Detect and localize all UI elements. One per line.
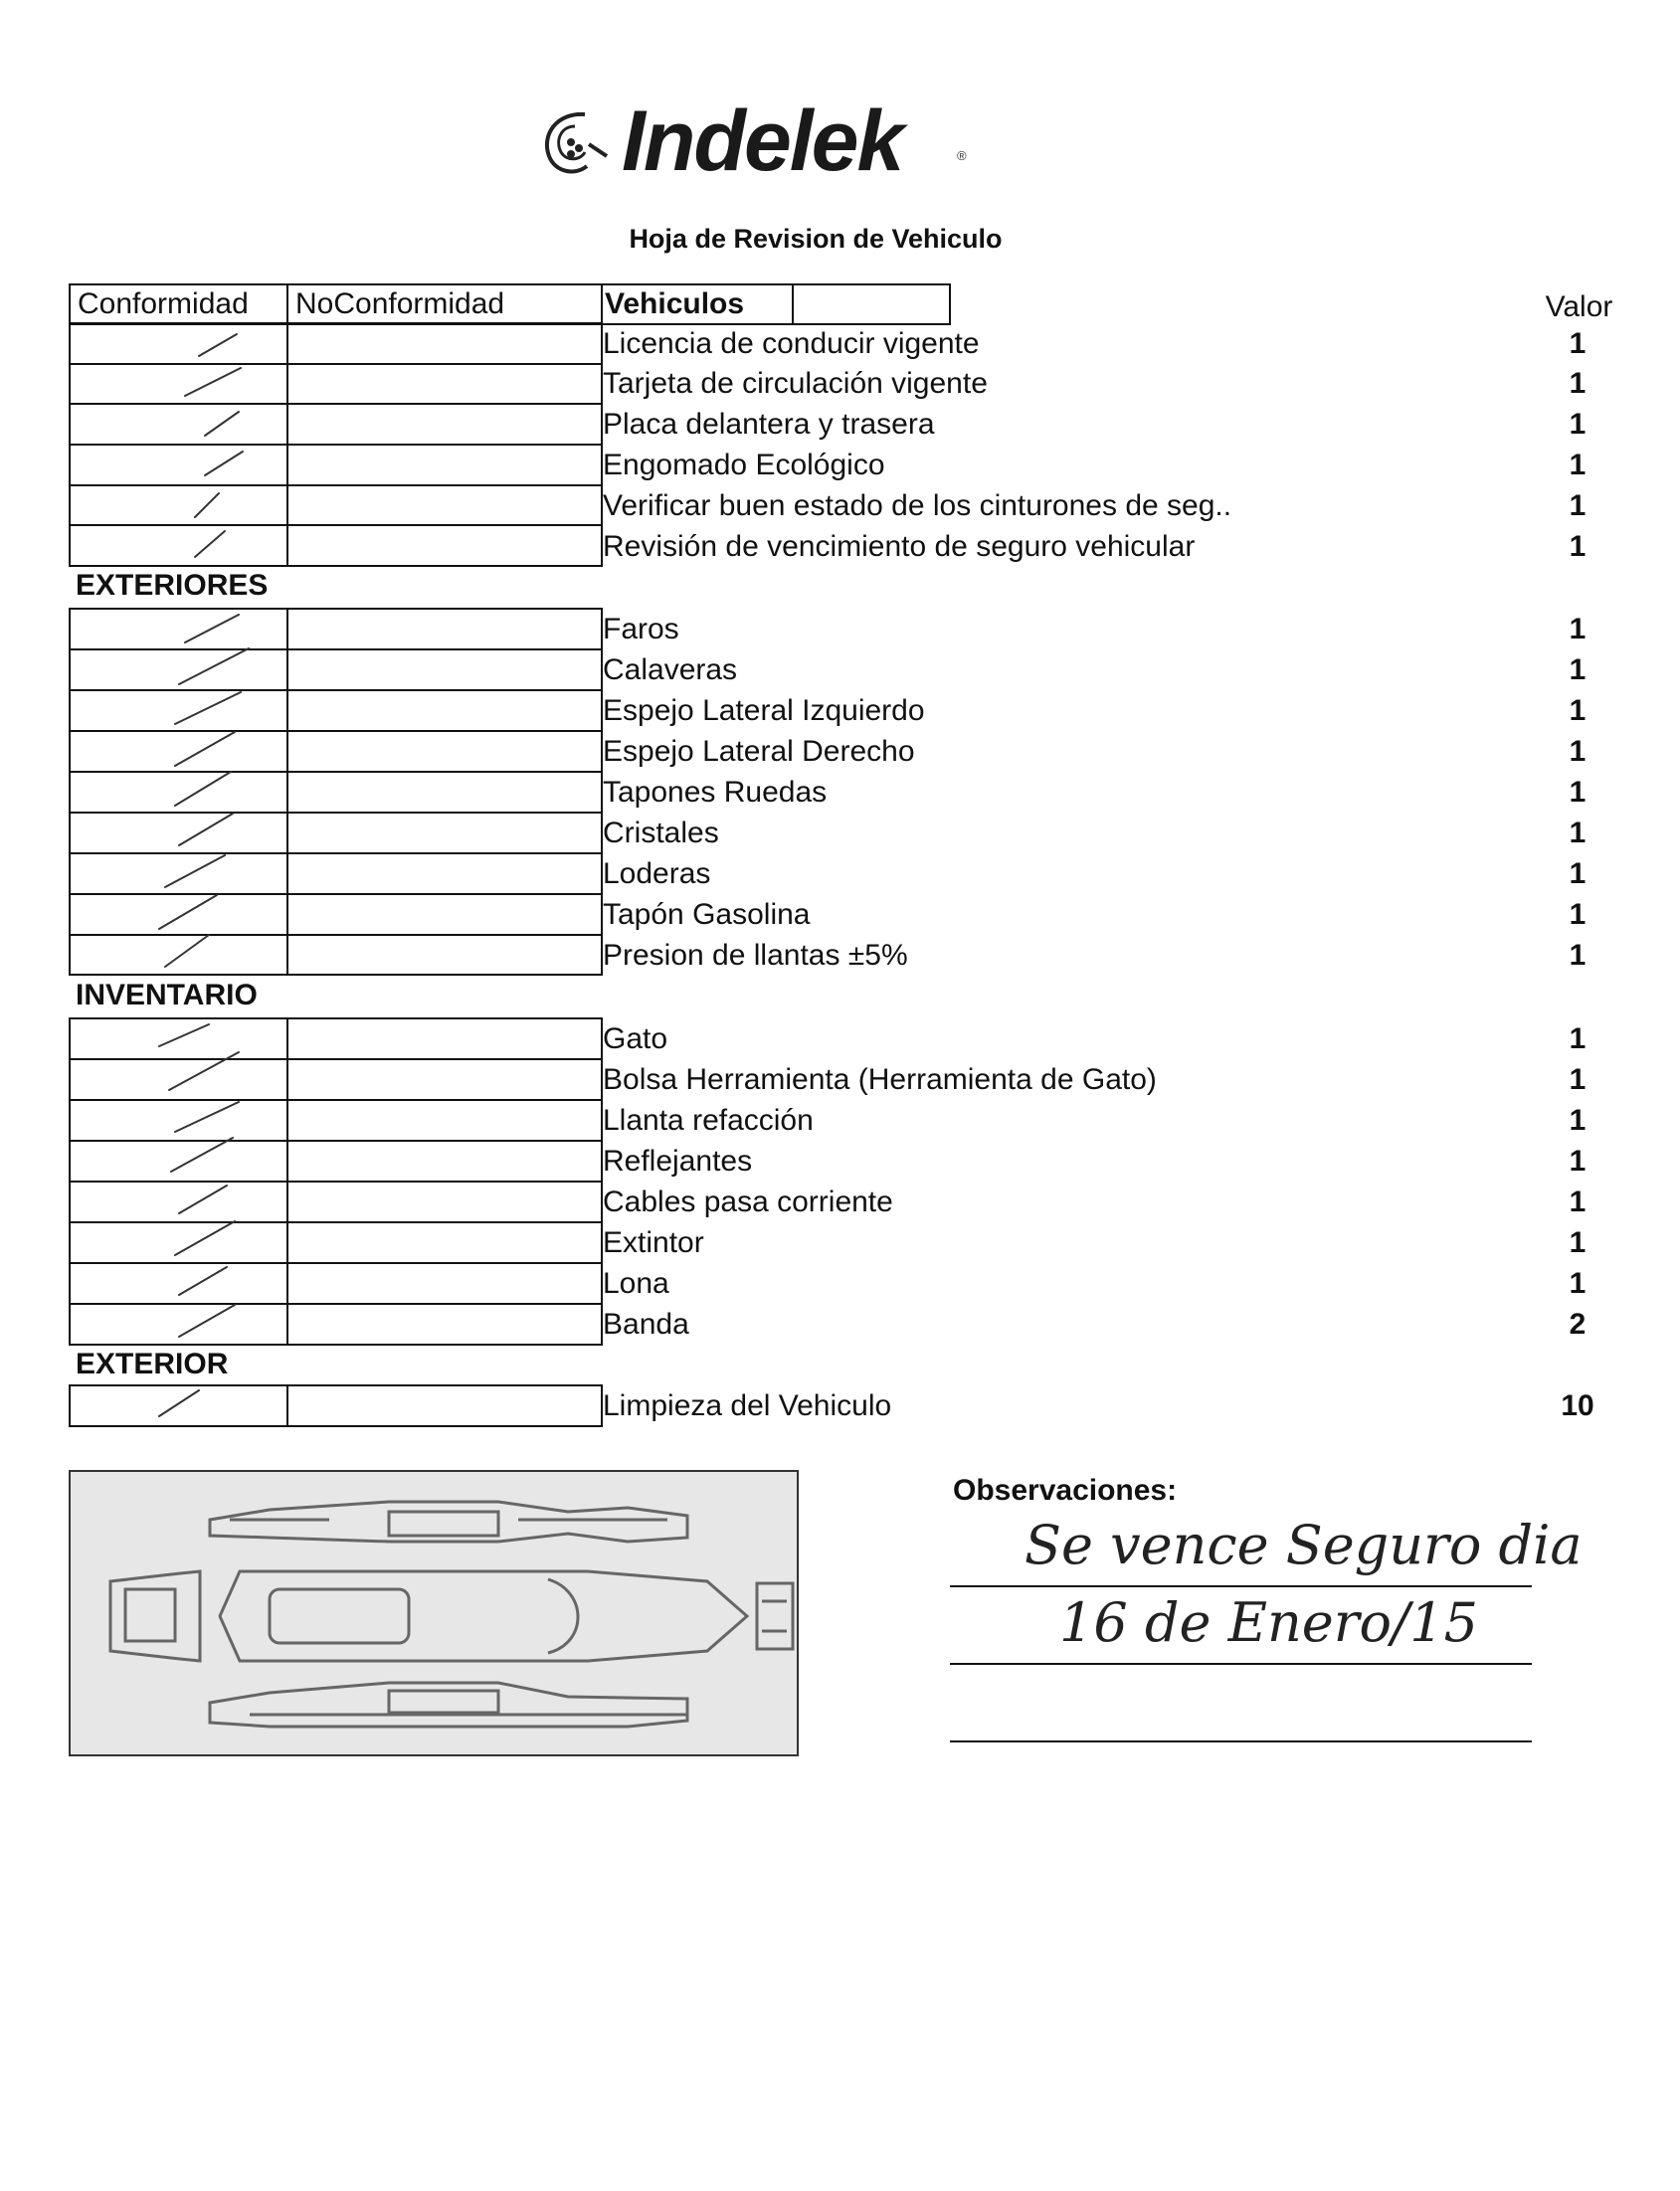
inventario-valor-5: 1 <box>1569 1186 1587 1218</box>
exterior-item-1: Limpieza del Vehiculo <box>603 1389 892 1422</box>
vehicle-outline-icon <box>71 1472 797 1754</box>
inventario-item-3: Llanta refacción <box>603 1104 814 1137</box>
exterior-divider <box>601 1385 603 1426</box>
inventario-item-1: Gato <box>603 1022 668 1055</box>
vehiculos-valor-5: 1 <box>1569 489 1587 522</box>
vehiculos-item-2: Tarjeta de circulación vigente <box>603 367 988 400</box>
vehiculos-valor-1: 1 <box>1569 327 1587 360</box>
exteriores-valor-4: 1 <box>1569 735 1587 768</box>
vehiculos-valor-2: 1 <box>1569 367 1587 400</box>
observaciones-line-2-text: 16 de Enero/15 <box>1059 1591 1478 1654</box>
exteriores-valor-5: 1 <box>1569 776 1587 809</box>
exteriores-item-3: Espejo Lateral Izquierdo <box>603 694 925 727</box>
exteriores-valor-2: 1 <box>1569 653 1587 686</box>
inventario-valor-4: 1 <box>1569 1145 1587 1178</box>
registered-mark: ® <box>957 148 967 163</box>
exteriores-item-5: Tapones Ruedas <box>603 776 828 809</box>
inventario-valor-7: 1 <box>1569 1267 1587 1300</box>
exteriores-item-9: Presion de llantas ±5% <box>603 939 908 972</box>
vehiculos-item-4: Engomado Ecológico <box>603 449 885 481</box>
section-inventario: INVENTARIO <box>76 979 258 1011</box>
vehiculos-item-3: Placa delantera y trasera <box>603 408 935 441</box>
inventario-divider <box>601 1018 603 1345</box>
vehiculos-valor-6: 1 <box>1569 530 1587 563</box>
observaciones-line-1-text: Se vence Seguro dia <box>1025 1514 1583 1576</box>
observaciones-line-2 <box>950 1663 1532 1665</box>
page-title: Hoja de Revision de Vehiculo <box>629 224 1003 254</box>
inventario-valor-3: 1 <box>1569 1104 1587 1137</box>
inventario-item-7: Lona <box>603 1267 669 1300</box>
header-noconformidad: NoConformidad <box>295 287 505 320</box>
exterior-valor-1: 10 <box>1561 1389 1594 1422</box>
inventario-item-8: Banda <box>603 1308 689 1341</box>
section-exterior: EXTERIOR <box>76 1348 229 1380</box>
exteriores-item-4: Espejo Lateral Derecho <box>603 735 915 768</box>
check-marks <box>159 334 249 1416</box>
header-vehiculos: Vehiculos <box>605 287 745 320</box>
vehiculos-valor-3: 1 <box>1569 408 1587 441</box>
exteriores-divider <box>601 609 603 975</box>
header-valor: Valor <box>1545 290 1613 323</box>
exteriores-item-1: Faros <box>603 613 679 645</box>
inventario-item-5: Cables pasa corriente <box>603 1186 893 1218</box>
exteriores-valor-9: 1 <box>1569 939 1587 972</box>
vehiculos-item-6: Revisión de vencimiento de seguro vehicular <box>603 530 1196 563</box>
logo-text: Indelek <box>622 93 903 189</box>
vehiculos-valor-4: 1 <box>1569 449 1587 481</box>
exteriores-valor-6: 1 <box>1569 817 1587 849</box>
inventario-valor-2: 1 <box>1569 1063 1587 1096</box>
vehicle-diagram <box>69 1470 799 1756</box>
inventario-item-6: Extintor <box>603 1226 704 1259</box>
exteriores-valor-8: 1 <box>1569 898 1587 931</box>
observaciones-title: Observaciones: <box>953 1474 1178 1507</box>
observaciones-line-1 <box>950 1585 1532 1587</box>
vehiculos-item-1: Licencia de conducir vigente <box>603 327 980 360</box>
exteriores-item-2: Calaveras <box>603 653 738 686</box>
inventario-item-2: Bolsa Herramienta (Herramienta de Gato) <box>603 1063 1157 1096</box>
vehiculos-divider <box>601 323 603 566</box>
inventario-item-4: Reflejantes <box>603 1145 753 1178</box>
exteriores-valor-7: 1 <box>1569 857 1587 890</box>
exteriores-item-8: Tapón Gasolina <box>603 898 811 931</box>
exteriores-valor-1: 1 <box>1569 613 1587 645</box>
exteriores-valor-3: 1 <box>1569 694 1587 727</box>
observaciones-line-3 <box>950 1740 1532 1742</box>
header-conformidad: Conformidad <box>78 287 249 320</box>
inventario-valor-1: 1 <box>1569 1022 1587 1055</box>
vehiculos-item-5: Verificar buen estado de los cinturones de seg.. <box>603 489 1232 522</box>
section-exteriores: EXTERIORES <box>76 569 269 602</box>
inventario-valor-8: 2 <box>1569 1308 1587 1341</box>
exteriores-item-6: Cristales <box>603 817 719 849</box>
inventario-valor-6: 1 <box>1569 1226 1587 1259</box>
exteriores-item-7: Loderas <box>603 857 711 890</box>
